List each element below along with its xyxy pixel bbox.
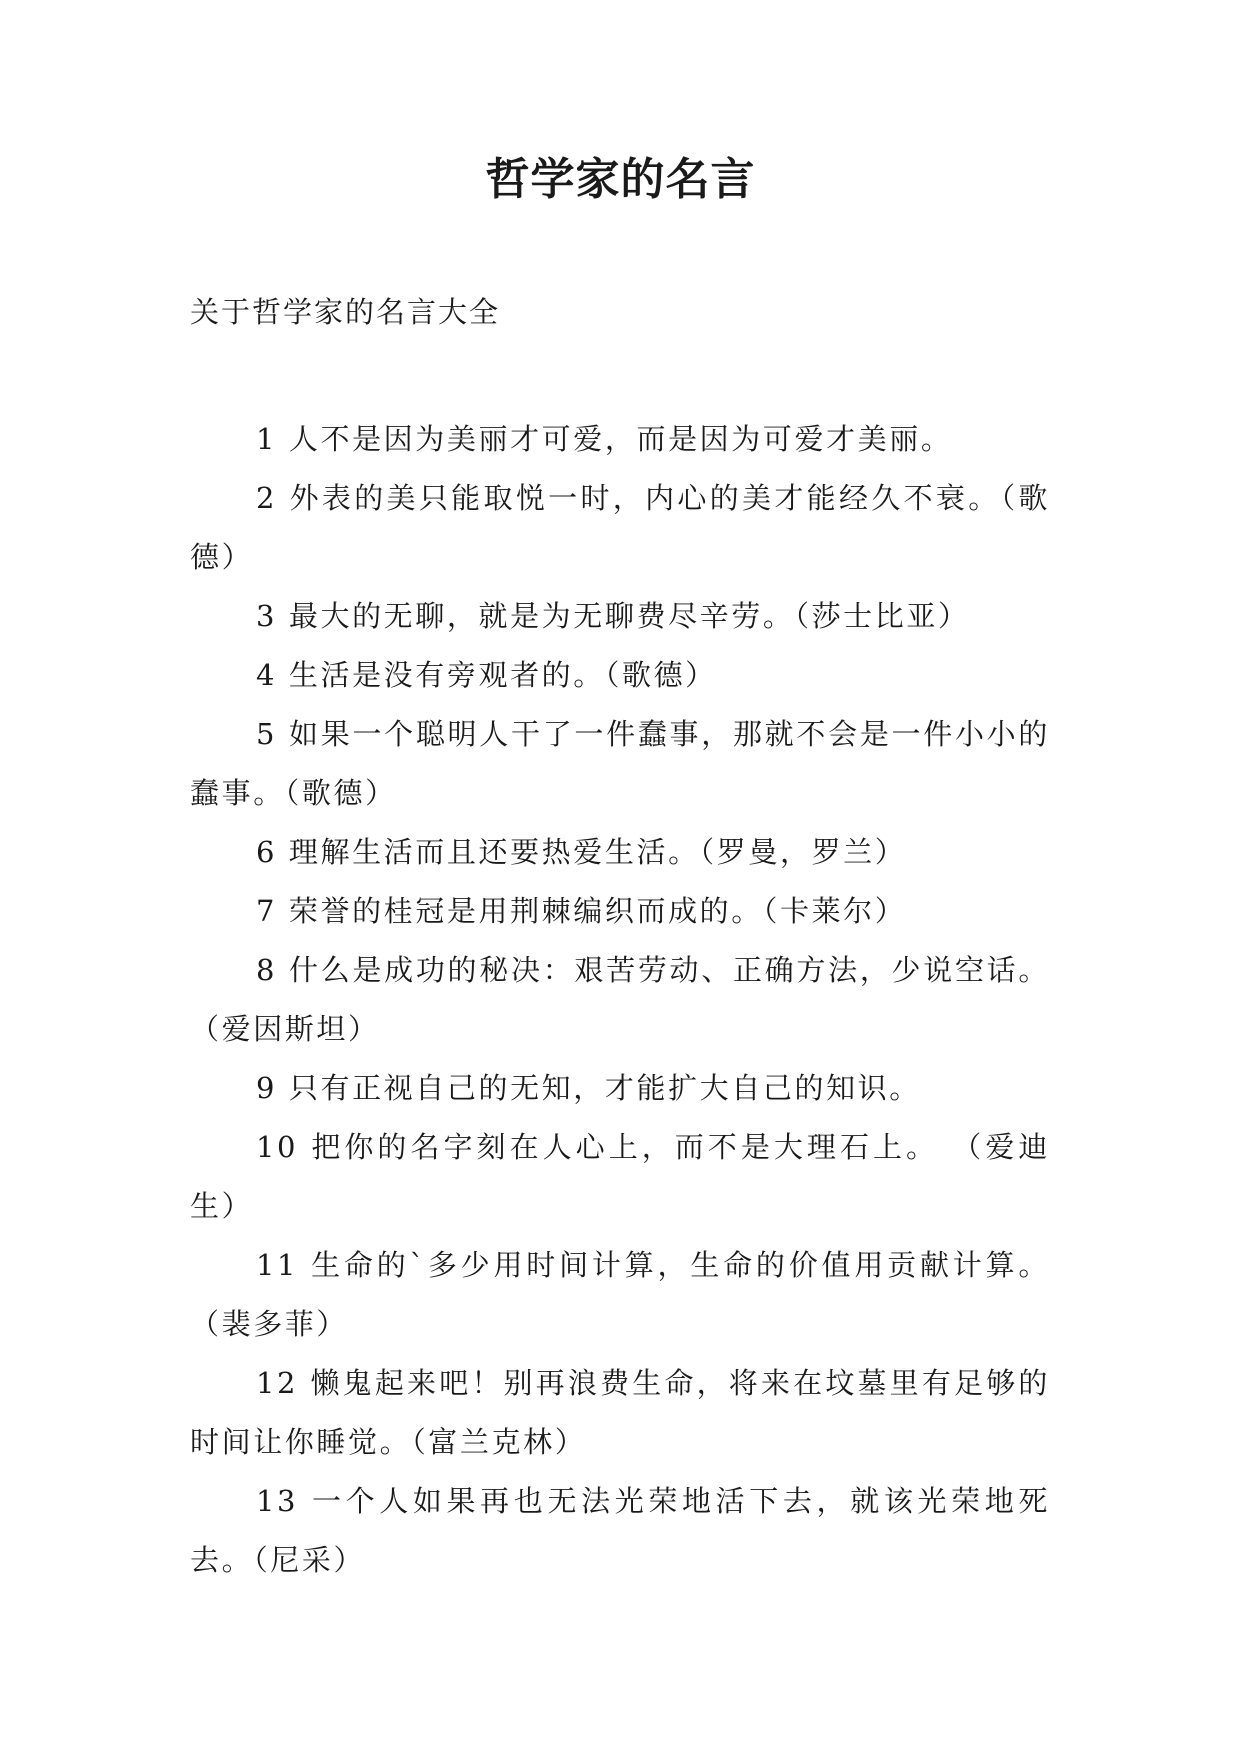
quote-item: 1 人不是因为美丽才可爱，而是因为可爱才美丽。 (256, 422, 953, 456)
document-title: 哲学家的名言 (485, 154, 756, 205)
quote-item: 7 荣誉的桂冠是用荆棘编织而成的。（卡莱尔） (256, 894, 907, 928)
quote-item: 9 只有正视自己的无知，才能扩大自己的知识。 (256, 1071, 921, 1105)
document-subtitle: 关于哲学家的名言大全 (190, 295, 501, 329)
quote-item: 2 外表的美只能取悦一时，内心的美才能经久不衰。（歌德） (190, 481, 1050, 574)
quote-item: 12 懒鬼起来吧！别再浪费生命，将来在坟墓里有足够的时间让你睡觉。（富兰克林） (190, 1366, 1050, 1459)
quote-item: 11 生命的`多少用时间计算，生命的价值用贡献计算。（裴多菲） (190, 1248, 1050, 1341)
quote-item: 8 什么是成功的秘决：艰苦劳动、正确方法，少说空话。（爱因斯坦） (190, 953, 1050, 1046)
quote-item: 4 生活是没有旁观者的。（歌德） (256, 658, 717, 692)
quote-item: 5 如果一个聪明人干了一件蠢事，那就不会是一件小小的蠢事。（歌德） (190, 717, 1050, 810)
quote-item: 3 最大的无聊，就是为无聊费尽辛劳。（莎士比亚） (256, 599, 970, 633)
quote-item: 10 把你的名字刻在人心上，而不是大理石上。 （爱迪生） (190, 1130, 1050, 1223)
quote-item: 13 一个人如果再也无法光荣地活下去，就该光荣地死去。（尼采） (190, 1484, 1050, 1577)
quote-item: 6 理解生活而且还要热爱生活。（罗曼，罗兰） (256, 835, 907, 869)
quote-list (190, 410, 1050, 1590)
